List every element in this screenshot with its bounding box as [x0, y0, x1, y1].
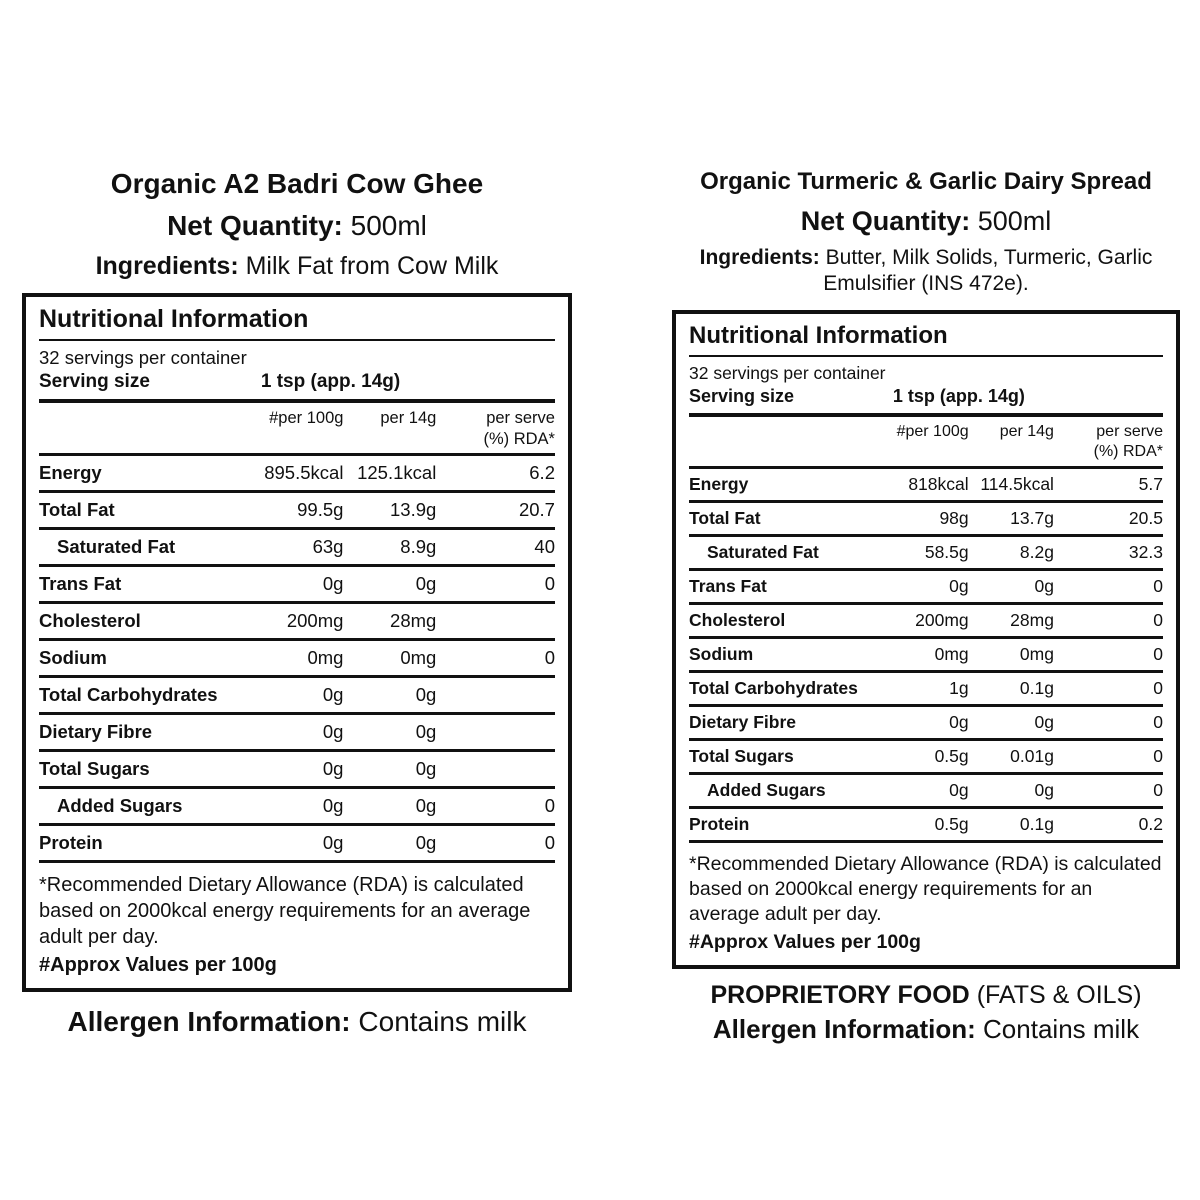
per-100g-value: 1g: [949, 677, 969, 698]
per-serve-rda-value: 0: [1153, 643, 1163, 664]
per-14g-value: 8.2g: [1019, 541, 1054, 562]
col-header-per-serve-rda: [1054, 422, 1163, 462]
nutrient-label: Protein: [689, 813, 750, 834]
nutrient-row: [39, 786, 555, 823]
nutrient-row: [39, 527, 555, 564]
nutrient-row: [689, 602, 1163, 636]
allergen-label: Allergen Information:: [67, 1006, 351, 1038]
allergen-line: [672, 1014, 1180, 1045]
nutrition-heading: Nutritional Information: [689, 322, 1163, 357]
nutrient-row: [39, 564, 555, 601]
product-title: Organic Turmeric & Garlic Dairy Spread: [700, 168, 1152, 195]
per-serve-rda-value: 40: [534, 536, 555, 558]
per-100g-value: 0g: [949, 779, 969, 800]
per-14g-value: 0g: [415, 684, 437, 706]
per-100g-value: 0mg: [307, 647, 344, 669]
serving-size-value: 1 tsp (app. 14g): [260, 371, 401, 392]
nutrient-row: [39, 638, 555, 675]
per-14g-value: 125.1kcal: [357, 462, 437, 484]
nutrient-row: [689, 568, 1163, 602]
serving-size-row: [39, 371, 555, 403]
per-100g-value: 0g: [322, 758, 344, 780]
nutrient-row: [689, 772, 1163, 806]
nutrient-label: Cholesterol: [689, 609, 786, 630]
nutrient-label: Added Sugars: [57, 795, 183, 817]
net-quantity-label: Net Quantity:: [167, 210, 343, 241]
per-serve-rda-value: 0: [1153, 575, 1163, 596]
proprietory-food-line: [672, 981, 1180, 1010]
nutrient-label: Protein: [39, 832, 103, 854]
per-100g-value: 0g: [322, 684, 344, 706]
per-14g-value: 0g: [415, 573, 437, 595]
per-100g-value: 98g: [939, 507, 969, 528]
nutrient-row: [689, 738, 1163, 772]
nutrient-row: [689, 806, 1163, 840]
col-header-rda: (%) RDA*: [483, 429, 555, 448]
nutrition-rows: [689, 466, 1163, 843]
col-header-per-serve: per serve: [1096, 422, 1163, 440]
approx-values-note: #Approx Values per 100g: [689, 930, 921, 953]
per-100g-value: 0g: [322, 721, 344, 743]
dairy-spread-label-panel: [672, 168, 1180, 1045]
per-14g-value: 13.9g: [390, 499, 437, 521]
nutrient-row: [39, 453, 555, 490]
ingredients-value-line2: Emulsifier (INS 472e).: [823, 272, 1029, 296]
per-100g-value: 63g: [312, 536, 344, 558]
per-14g-value: 114.5kcal: [980, 473, 1054, 494]
per-100g-value: 0.5g: [934, 745, 969, 766]
col-header-spacer: [39, 408, 235, 449]
net-quantity-value: 500ml: [977, 206, 1052, 236]
column-header-row: [689, 417, 1163, 466]
allergen-label: Allergen Information:: [712, 1013, 976, 1044]
per-serve-rda-value: 0: [544, 832, 555, 854]
serving-size-label: Serving size: [39, 371, 150, 392]
proprietory-food-category: (FATS & OILS): [976, 980, 1142, 1009]
ingredients-value: Milk Fat from Cow Milk: [245, 252, 499, 280]
per-serve-rda-value: 0: [1153, 609, 1163, 630]
nutrient-row: [689, 466, 1163, 500]
rda-footnote: *Recommended Dietary Allowance (RDA) is calculated based on 2000kcal energy requirements for an average adult per day.: [39, 874, 531, 949]
col-header-rda: (%) RDA*: [1093, 442, 1163, 460]
nutrient-label: Added Sugars: [707, 779, 826, 800]
per-100g-value: 0mg: [934, 643, 969, 664]
per-14g-value: 0mg: [400, 647, 437, 669]
nutrient-label: Dietary Fibre: [39, 721, 153, 743]
per-14g-value: 0.1g: [1019, 813, 1054, 834]
approx-values-note: #Approx Values per 100g: [39, 954, 277, 977]
per-14g-value: 0g: [415, 758, 437, 780]
nutrient-label: Total Sugars: [689, 745, 794, 766]
per-14g-value: 0g: [415, 832, 437, 854]
per-100g-value: 0g: [949, 575, 969, 596]
per-100g-value: 895.5kcal: [264, 462, 344, 484]
proprietory-food-label: PROPRIETORY FOOD: [710, 980, 970, 1009]
nutrient-row: [689, 670, 1163, 704]
per-14g-value: 28mg: [390, 610, 437, 632]
per-14g-value: 0g: [415, 795, 437, 817]
nutrient-row: [39, 675, 555, 712]
per-serve-rda-value: 0.2: [1138, 813, 1163, 834]
per-14g-value: 0.01g: [1010, 745, 1054, 766]
per-serve-rda-value: 0: [1153, 711, 1163, 732]
per-serve-rda-value: 20.5: [1128, 507, 1163, 528]
product-title: Organic A2 Badri Cow Ghee: [110, 168, 484, 199]
rda-footnote: *Recommended Dietary Allowance (RDA) is calculated based on 2000kcal energy requirements for an average adult per day.: [689, 852, 1162, 926]
nutrient-row: [39, 490, 555, 527]
nutrient-row: [689, 636, 1163, 670]
per-serve-rda-value: 0: [1153, 677, 1163, 698]
nutrition-heading: Nutritional Information: [39, 305, 555, 341]
per-serve-rda-value: 6.2: [529, 462, 555, 484]
per-14g-value: 0g: [1034, 711, 1054, 732]
per-serve-rda-value: 0: [1153, 779, 1163, 800]
per-serve-rda-value: 0: [544, 573, 555, 595]
nutrition-facts-box: [22, 293, 572, 992]
nutrient-row: [689, 704, 1163, 738]
ghee-label-panel: [22, 168, 572, 1045]
nutrient-label: Trans Fat: [39, 573, 122, 595]
nutrient-label: Total Carbohydrates: [689, 677, 858, 698]
allergen-value: Contains milk: [983, 1013, 1140, 1044]
nutrient-row: [39, 823, 555, 860]
col-header-per-serve-rda: [436, 408, 555, 449]
nutrient-label: Total Fat: [689, 507, 761, 528]
per-14g-value: 0mg: [1019, 643, 1054, 664]
servings-per-container: 32 servings per container: [689, 362, 886, 383]
column-header-row: [39, 403, 555, 453]
per-serve-rda-value: 20.7: [518, 499, 555, 521]
nutrient-label: Sodium: [689, 643, 754, 664]
nutrient-label: Saturated Fat: [707, 541, 819, 562]
servings-per-container: 32 servings per container: [39, 347, 247, 368]
col-header-per-serve: per serve: [486, 409, 555, 427]
col-header-per-100g: #per 100g: [896, 422, 969, 440]
nutrient-label: Energy: [39, 462, 102, 484]
nutrient-label: Cholesterol: [39, 610, 141, 632]
col-header-per-100g: #per 100g: [269, 409, 344, 427]
serving-size-value: 1 tsp (app. 14g): [892, 385, 1025, 406]
per-serve-rda-value: 5.7: [1138, 473, 1163, 494]
serving-size-label: Serving size: [689, 385, 795, 406]
per-100g-value: 818kcal: [908, 473, 969, 494]
per-14g-value: 0g: [1034, 575, 1054, 596]
allergen-line: [22, 1006, 572, 1038]
nutrient-label: Trans Fat: [689, 575, 767, 596]
col-header-spacer: [689, 422, 869, 462]
nutrient-label: Saturated Fat: [57, 536, 176, 558]
ingredients-value-line1: Butter, Milk Solids, Turmeric, Garlic: [825, 246, 1153, 269]
per-serve-rda-value: 0: [544, 647, 555, 669]
ingredients-line: [672, 245, 1180, 298]
net-quantity-line: [22, 210, 572, 242]
nutrient-label: Energy: [689, 473, 749, 494]
col-header-per-14g: per 14g: [380, 409, 437, 427]
per-100g-value: 0g: [322, 573, 344, 595]
per-100g-value: 99.5g: [297, 499, 344, 521]
per-100g-value: 0g: [322, 832, 344, 854]
col-header-per-14g: per 14g: [999, 422, 1054, 440]
allergen-value: Contains milk: [358, 1006, 527, 1038]
nutrient-label: Total Carbohydrates: [39, 684, 218, 706]
nutrient-label: Total Sugars: [39, 758, 150, 780]
nutrient-label: Total Fat: [39, 499, 115, 521]
per-100g-value: 0g: [949, 711, 969, 732]
per-serve-rda-value: 0: [1153, 745, 1163, 766]
net-quantity-line: [672, 206, 1180, 237]
nutrient-label: Dietary Fibre: [689, 711, 796, 732]
per-14g-value: 0.1g: [1019, 677, 1054, 698]
per-100g-value: 200mg: [286, 610, 344, 632]
per-14g-value: 0g: [1034, 779, 1054, 800]
ingredients-line: [22, 252, 572, 281]
nutrient-row: [39, 749, 555, 786]
net-quantity-label: Net Quantity:: [800, 206, 971, 236]
per-100g-value: 58.5g: [924, 541, 969, 562]
per-serve-rda-value: 0: [544, 795, 555, 817]
net-quantity-value: 500ml: [350, 210, 427, 241]
nutrient-label: Sodium: [39, 647, 107, 669]
nutrient-row: [689, 534, 1163, 568]
per-14g-value: 28mg: [1010, 609, 1054, 630]
per-14g-value: 8.9g: [400, 536, 437, 558]
serving-size-row: [689, 386, 1163, 417]
nutrient-row: [39, 601, 555, 638]
per-100g-value: 200mg: [915, 609, 969, 630]
per-14g-value: 13.7g: [1010, 507, 1054, 528]
nutrient-row: [39, 712, 555, 749]
nutrient-row: [689, 500, 1163, 534]
per-100g-value: 0g: [322, 795, 344, 817]
per-14g-value: 0g: [415, 721, 437, 743]
nutrition-facts-box: [672, 310, 1180, 969]
nutrition-rows: [39, 453, 555, 863]
per-serve-rda-value: 32.3: [1128, 541, 1163, 562]
ingredients-label: Ingredients:: [95, 252, 239, 280]
per-100g-value: 0.5g: [934, 813, 969, 834]
ingredients-label: Ingredients:: [699, 246, 820, 269]
